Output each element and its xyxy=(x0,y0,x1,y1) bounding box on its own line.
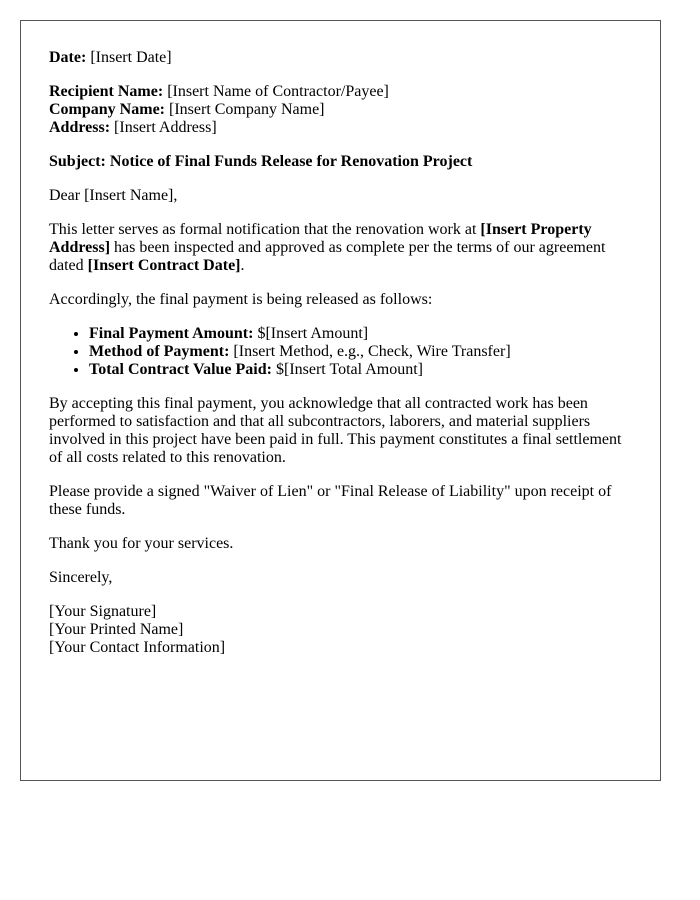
thanks-paragraph: Thank you for your services. xyxy=(49,535,234,552)
recipient-block: Recipient Name: [Insert Name of Contractor/Payee] Company Name: [Insert Company Name] Address: [Insert Address] xyxy=(49,83,389,136)
subject-line: Subject: Notice of Final Funds Release for Renovation Project xyxy=(49,153,473,170)
list-item: • Final Payment Amount: $[Insert Amount] xyxy=(89,325,632,343)
date-line: Date: [Insert Date] xyxy=(49,49,172,66)
letter xyxy=(20,20,661,781)
signature-block: [Your Signature] [Your Printed Name] [Your Contact Information] xyxy=(49,603,226,656)
salutation: Dear [Insert Name], xyxy=(49,187,178,204)
waiver-paragraph: Please provide a signed "Waiver of Lien" or "Final Release of Liability" upon receipt of these funds. xyxy=(49,483,612,518)
list-item: • Method of Payment: [Insert Method, e.g., Check, Wire Transfer] xyxy=(89,343,632,361)
acknowledgement-paragraph: By accepting this final payment, you acknowledge that all contracted work has been performed to satisfaction and that all subcontractors, laborers, and material suppliers involved in this project have been paid in full. This payment constitutes a final settlement of all costs related to this renovation. xyxy=(49,395,622,466)
payment-intro: Accordingly, the final payment is being released as follows: xyxy=(49,291,433,308)
list-item: • Total Contract Value Paid: $[Insert Total Amount] xyxy=(89,361,632,379)
intro-paragraph: This letter serves as formal notification that the renovation work at [Insert Property Address] has been inspected and approved as complete per the terms of our agreement dated [Insert Contract Date]. xyxy=(49,221,606,274)
payment-list xyxy=(49,325,632,379)
closing: Sincerely, xyxy=(49,569,113,586)
